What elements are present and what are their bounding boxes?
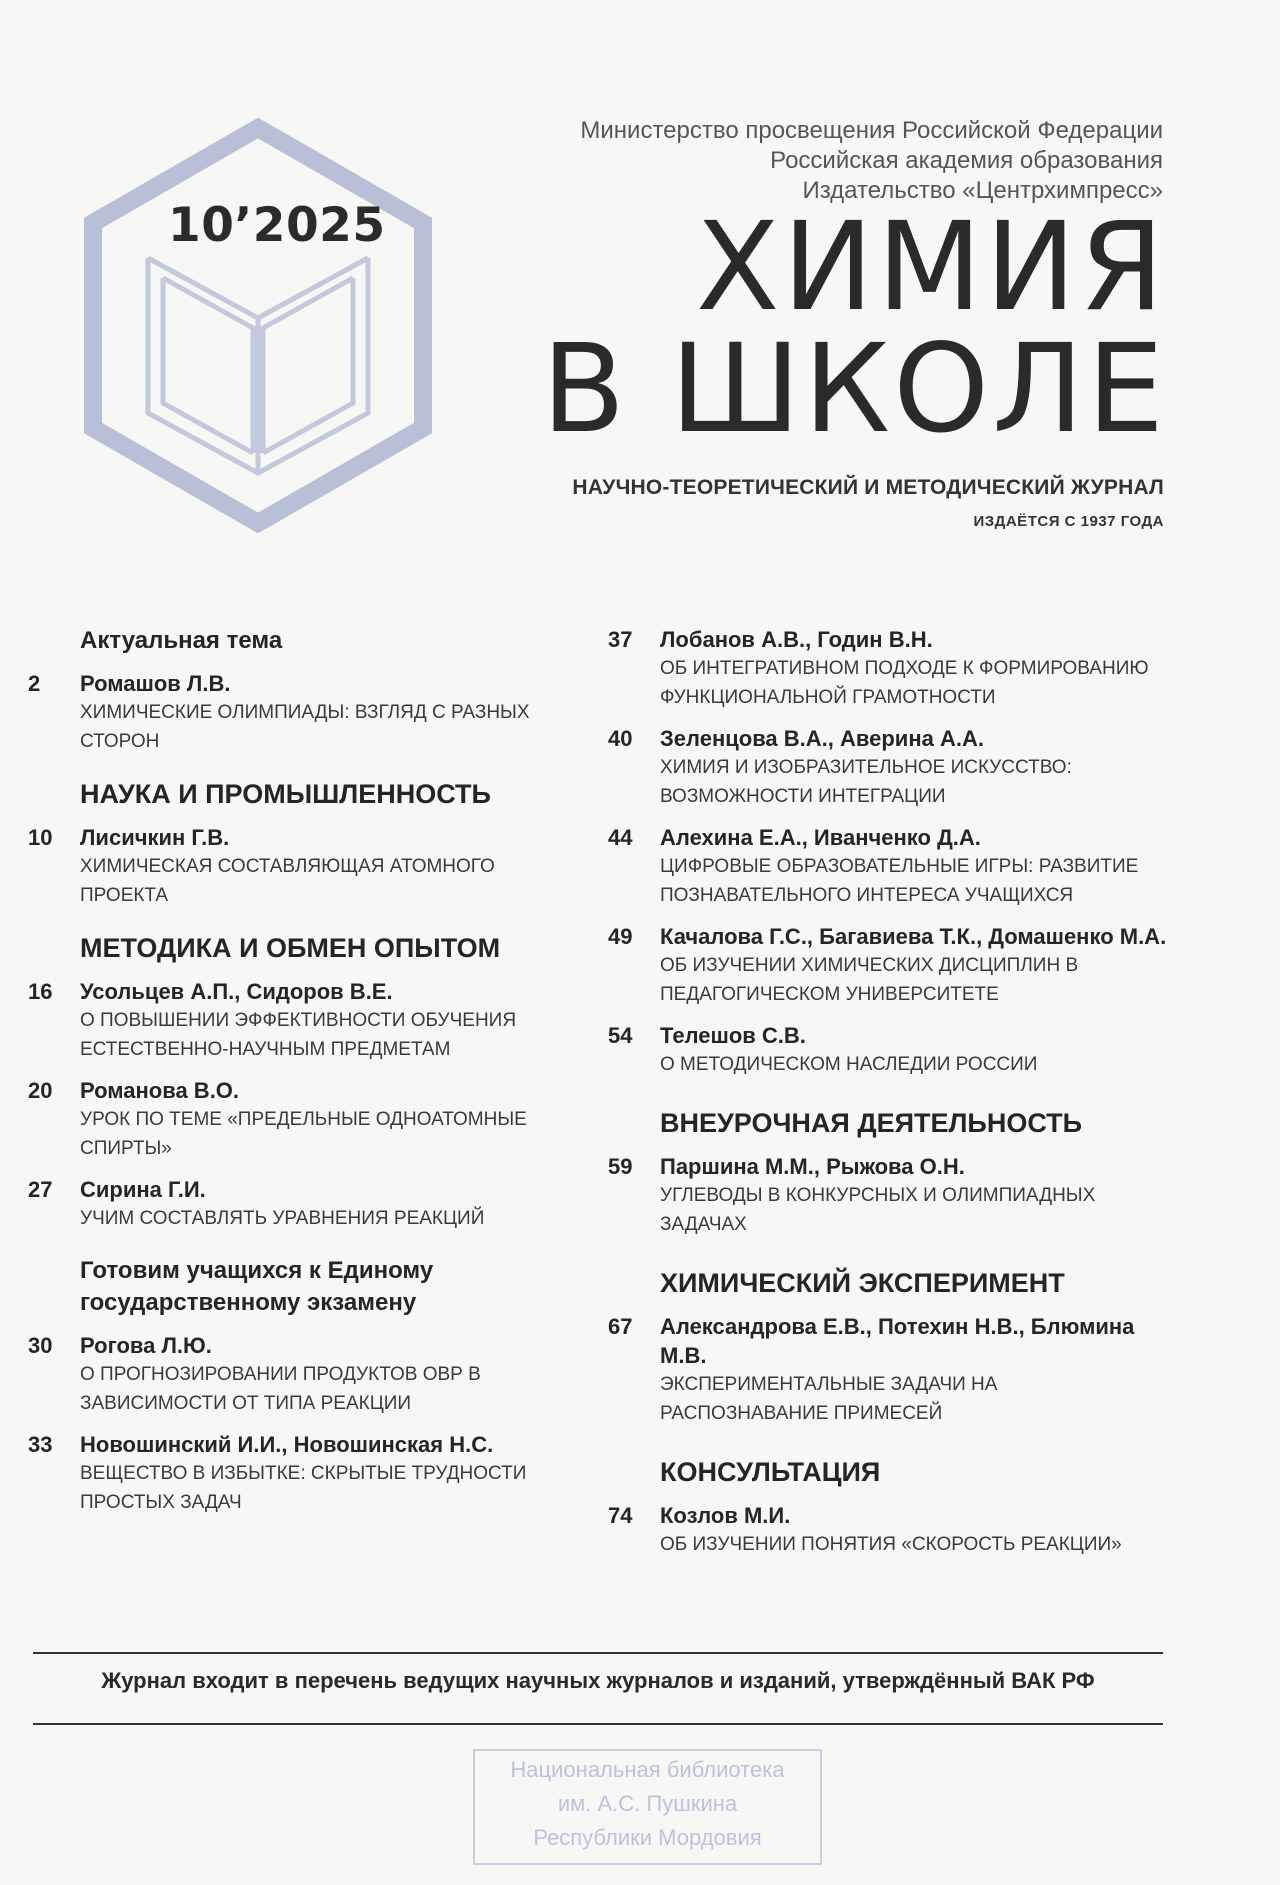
toc-entry — [28, 669, 573, 756]
entry-title: ОБ ИНТЕГРАТИВНОМ ПОДХОДЕ К ФОРМИРОВАНИЮ ФУНКЦИОНАЛЬНОЙ ГРАМОТНОСТИ — [660, 658, 1149, 708]
entry-page-number: 10 — [28, 825, 53, 850]
entry-page-number: 33 — [28, 1432, 53, 1457]
entry-authors: Зеленцова В.А., Аверина А.А. — [660, 726, 984, 751]
section-title: МЕТОДИКА И ОБМЕН ОПЫТОМ — [80, 933, 501, 963]
journal-title — [541, 196, 1167, 460]
toc-entry — [608, 1312, 1168, 1428]
toc-entry — [608, 922, 1168, 1009]
entry-title: ЦИФРОВЫЕ ОБРАЗОВАТЕЛЬНЫЕ ИГРЫ: РАЗВИТИЕ ПОЗНАВАТЕЛЬНОГО ИНТЕРЕСА УЧАЩИХСЯ — [660, 856, 1139, 906]
entry-title: ВЕЩЕСТВО В ИЗБЫТКЕ: СКРЫТЫЕ ТРУДНОСТИ ПРОСТЫХ ЗАДАЧ — [80, 1463, 527, 1513]
entry-page-number: 16 — [28, 979, 53, 1004]
library-stamp — [473, 1749, 822, 1865]
publisher-line: Российская академия образования — [770, 147, 1163, 174]
toc-entry — [28, 1175, 573, 1233]
entry-authors: Телешов С.В. — [660, 1023, 806, 1048]
entry-title: ХИМИЧЕСКИЕ ОЛИМПИАДЫ: ВЗГЛЯД С РАЗНЫХ СТОРОН — [80, 702, 530, 752]
journal-title-line1: ХИМИЯ — [695, 196, 1167, 338]
stamp-line: Республики Мордовия — [533, 1825, 762, 1850]
publisher-line: Издательство «Центрхимпресс» — [802, 177, 1163, 204]
journal-subtitle: НАУЧНО-ТЕОРЕТИЧЕСКИЙ И МЕТОДИЧЕСКИЙ ЖУРНАЛ — [572, 476, 1164, 499]
toc-right-column — [608, 625, 1168, 1581]
entry-page-number: 67 — [608, 1314, 633, 1339]
entry-title: УГЛЕВОДЫ В КОНКУРСНЫХ И ОЛИМПИАДНЫХ ЗАДАЧАХ — [660, 1185, 1096, 1235]
entry-authors: Лобанов А.В., Годин В.Н. — [660, 627, 933, 652]
entry-title: ОБ ИЗУЧЕНИИ ХИМИЧЕСКИХ ДИСЦИПЛИН В ПЕДАГОГИЧЕСКОМ УНИВЕРСИТЕТЕ — [660, 955, 1079, 1005]
entry-page-number: 74 — [608, 1503, 633, 1528]
entry-page-number: 49 — [608, 924, 633, 949]
entry-authors: Рогова Л.Ю. — [80, 1333, 212, 1358]
stamp-line: им. А.С. Пушкина — [557, 1791, 738, 1816]
entry-authors: Сирина Г.И. — [80, 1177, 206, 1202]
issue-number: 10’2025 — [168, 198, 386, 253]
publisher-line: Министерство просвещения Российской Федерации — [580, 117, 1163, 144]
entry-title: УРОК ПО ТЕМЕ «ПРЕДЕЛЬНЫЕ ОДНОАТОМНЫЕ СПИРТЫ» — [80, 1109, 527, 1159]
toc-entry — [608, 823, 1168, 910]
entry-page-number: 44 — [608, 825, 633, 850]
toc-entry — [608, 1501, 1168, 1559]
entry-authors: Новошинский И.И., Новошинская Н.С. — [80, 1432, 494, 1457]
entry-authors: Козлов М.И. — [660, 1503, 791, 1528]
bottom-divider — [33, 1723, 1163, 1725]
entry-title: УЧИМ СОСТАВЛЯТЬ УРАВНЕНИЯ РЕАКЦИЙ — [80, 1208, 485, 1229]
toc-entry — [608, 1021, 1168, 1079]
entry-page-number: 30 — [28, 1333, 53, 1358]
entry-page-number: 37 — [608, 627, 633, 652]
section-title: НАУКА И ПРОМЫШЛЕННОСТЬ — [80, 779, 491, 809]
entry-authors: Усольцев А.П., Сидоров В.Е. — [80, 979, 393, 1004]
top-divider — [33, 1652, 1163, 1654]
section-title: ХИМИЧЕСКИЙ ЭКСПЕРИМЕНТ — [660, 1268, 1065, 1298]
entry-page-number: 2 — [28, 671, 41, 696]
entry-authors: Романова В.О. — [80, 1078, 240, 1103]
journal-since: ИЗДАЁТСЯ С 1937 ГОДА — [973, 513, 1164, 530]
toc-entry — [28, 1430, 573, 1517]
entry-page-number: 59 — [608, 1154, 633, 1179]
entry-authors: Ромашов Л.В. — [80, 671, 231, 696]
entry-title: ХИМИЯ И ИЗОБРАЗИТЕЛЬНОЕ ИСКУССТВО: ВОЗМОЖНОСТИ ИНТЕГРАЦИИ — [660, 757, 1072, 807]
entry-title: ОБ ИЗУЧЕНИИ ПОНЯТИЯ «СКОРОСТЬ РЕАКЦИИ» — [660, 1534, 1122, 1555]
entry-authors: Качалова Г.С., Багавиева Т.К., Домашенко М.А. — [660, 924, 1167, 949]
toc-entry — [28, 1331, 573, 1418]
entry-authors: Алехина Е.А., Иванченко Д.А. — [660, 825, 981, 850]
toc-entry — [608, 1152, 1168, 1239]
toc-left-column — [28, 625, 573, 1539]
toc-entry — [28, 1076, 573, 1163]
entry-page-number: 20 — [28, 1078, 53, 1103]
toc-entry — [608, 724, 1168, 811]
entry-authors: Александрова Е.В., Потехин Н.В., Блюмина М.В. — [660, 1314, 1135, 1368]
journal-logo-cube-icon — [78, 118, 438, 533]
journal-title-line2: В ШКОЛЕ — [541, 318, 1167, 460]
section-title: Актуальная тема — [80, 627, 283, 654]
toc-entry — [608, 625, 1168, 712]
entry-page-number: 40 — [608, 726, 633, 751]
stamp-line: Национальная библиотека — [510, 1757, 785, 1782]
entry-page-number: 27 — [28, 1177, 53, 1202]
section-title: КОНСУЛЬТАЦИЯ — [660, 1457, 881, 1487]
entry-page-number: 54 — [608, 1023, 633, 1048]
section-title: Готовим учащихся к Единому государственному экзамену — [80, 1257, 434, 1316]
publishers — [580, 116, 1163, 206]
toc-entry — [28, 823, 573, 910]
entry-title: О ПОВЫШЕНИИ ЭФФЕКТИВНОСТИ ОБУЧЕНИЯ ЕСТЕСТВЕННО-НАУЧНЫМ ПРЕДМЕТАМ — [80, 1010, 517, 1060]
section-title: ВНЕУРОЧНАЯ ДЕЯТЕЛЬНОСТЬ — [660, 1108, 1083, 1138]
entry-title: ХИМИЧЕСКАЯ СОСТАВЛЯЮЩАЯ АТОМНОГО ПРОЕКТА — [80, 856, 495, 906]
entry-title: О ПРОГНОЗИРОВАНИИ ПРОДУКТОВ ОВР В ЗАВИСИМОСТИ ОТ ТИПА РЕАКЦИИ — [80, 1364, 481, 1414]
entry-authors: Лисичкин Г.В. — [80, 825, 230, 850]
toc-entry — [28, 977, 573, 1064]
entry-title: ЭКСПЕРИМЕНТАЛЬНЫЕ ЗАДАЧИ НА РАСПОЗНАВАНИЕ ПРИМЕСЕЙ — [660, 1374, 998, 1424]
entry-title: О МЕТОДИЧЕСКОМ НАСЛЕДИИ РОССИИ — [660, 1054, 1038, 1075]
footer-note: Журнал входит в перечень ведущих научных журналов и изданий, утверждённый ВАК РФ — [101, 1668, 1095, 1693]
entry-authors: Паршина М.М., Рыжова О.Н. — [660, 1154, 965, 1179]
